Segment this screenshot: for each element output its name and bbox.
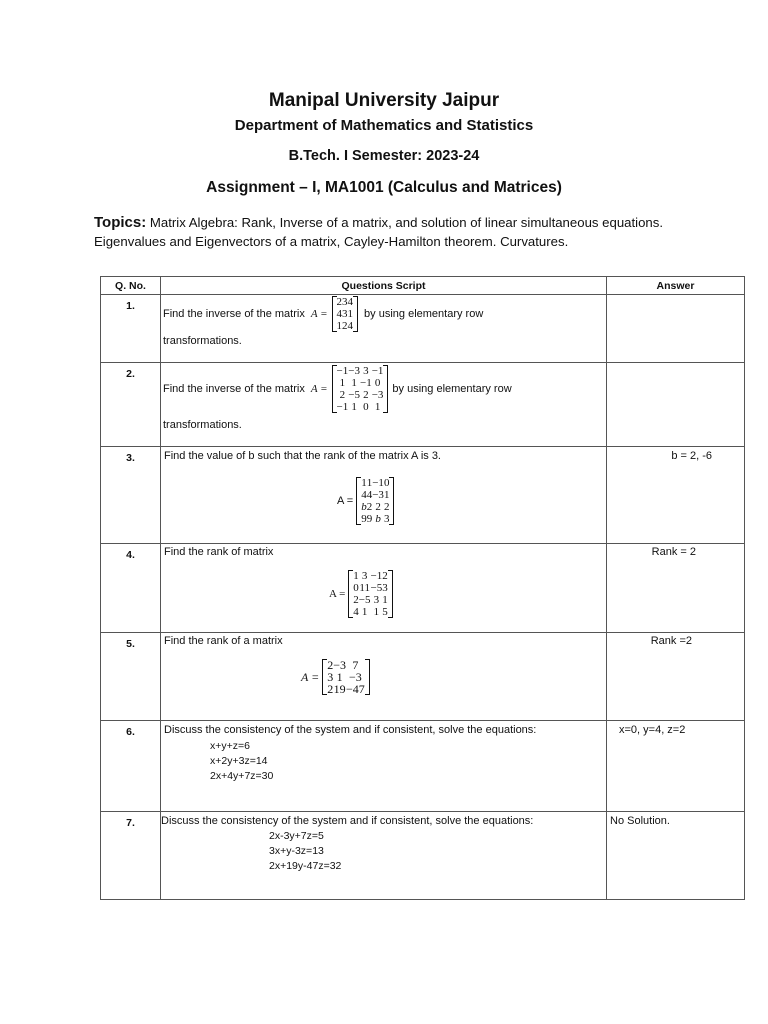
question-cell	[161, 633, 607, 721]
matrix-entry: 2	[336, 296, 343, 308]
answer-text: x=0, y=4, z=2	[619, 724, 686, 736]
matrix-entry: 5	[382, 606, 388, 618]
table-row	[101, 363, 745, 447]
matrix-entry: −1	[370, 570, 383, 582]
matrix-entry: 4	[366, 489, 373, 501]
matrix-row	[337, 308, 354, 320]
matrix-variable: A =	[310, 383, 328, 395]
question-text: Discuss the consistency of the system and if consistent, solve the equations:	[164, 724, 537, 736]
matrix-entry: 1	[374, 401, 381, 413]
question-number: 7.	[101, 812, 161, 900]
matrix-row	[361, 513, 389, 525]
matrix-right-bracket	[353, 296, 358, 332]
matrix-entry: −3	[333, 658, 346, 672]
matrix-entry: 2	[342, 320, 348, 332]
matrix-entry: −3	[372, 489, 384, 501]
matrix-entry: 2	[363, 389, 369, 401]
question-text: Find the inverse of the matrix	[163, 308, 305, 320]
matrix-entry: −5	[358, 594, 371, 606]
question-text: Find the value of b such that the rank of the matrix A is 3.	[164, 450, 441, 462]
matrix-entry: −5	[370, 582, 383, 594]
equation: 2x+19y-47z=32	[269, 860, 342, 872]
table-row	[101, 633, 745, 721]
question-text-line2: transformations.	[163, 335, 242, 347]
matrix-entry: 1	[347, 308, 354, 320]
matrix-row	[361, 501, 389, 513]
matrix-entry: 1	[351, 401, 357, 413]
equation: 2x+4y+7z=30	[210, 770, 274, 782]
university-title: Manipal University Jaipur	[268, 90, 500, 111]
answer-cell	[607, 295, 745, 363]
matrix-entry: 3	[342, 296, 348, 308]
table-row	[101, 721, 745, 812]
answer-cell	[607, 447, 745, 544]
answer-cell	[607, 544, 745, 633]
question-text-cont: by using elementary row	[392, 383, 512, 395]
question-text-cont: by using elementary row	[364, 308, 484, 320]
matrix-entry: 0	[363, 401, 369, 413]
table-header-row	[101, 277, 745, 295]
question-text: Find the rank of a matrix	[164, 635, 283, 647]
matrix-entry: 4	[347, 296, 354, 308]
matrix-entry: 1	[373, 606, 380, 618]
equation: x+2y+3z=14	[210, 755, 268, 767]
answer-text: Rank = 2	[651, 546, 696, 558]
questions-table	[100, 276, 745, 900]
matrix-entry: b	[361, 501, 367, 513]
matrix-entry: −1	[371, 365, 384, 377]
header-answer: Answer	[607, 277, 745, 295]
matrix-row	[353, 582, 387, 594]
matrix	[356, 477, 394, 525]
matrix-entry: 2	[375, 501, 381, 513]
matrix-entry: 2	[327, 658, 334, 672]
equations-list	[269, 829, 341, 874]
matrix-entry: 7	[352, 658, 359, 672]
matrix-right-bracket	[388, 570, 393, 618]
question-cell	[161, 544, 607, 633]
matrix-variable: A =	[301, 669, 320, 684]
matrix-entry: 1	[366, 477, 373, 489]
matrix-entry: 2	[383, 501, 390, 513]
question-number: 5.	[101, 633, 161, 721]
answer-text: No Solution.	[610, 815, 670, 827]
matrix-entry: 2	[327, 682, 334, 696]
matrix-entry: 0	[353, 582, 359, 594]
equations-list	[210, 739, 273, 784]
table-row	[101, 295, 745, 363]
matrix-entry: b	[375, 513, 381, 525]
question-cell	[161, 721, 607, 812]
matrix-entry: −5	[348, 389, 360, 401]
answer-text: Rank =2	[650, 635, 692, 647]
answer-cell	[607, 633, 745, 721]
matrix-variable: A =	[329, 588, 346, 600]
question-cell	[161, 363, 607, 447]
equation: 2x-3y+7z=5	[269, 830, 324, 842]
matrix-entry: 4	[361, 489, 367, 501]
matrix-row	[337, 296, 354, 308]
table-row	[101, 447, 745, 544]
matrix-entry: 4	[353, 606, 359, 618]
assignment-title: Assignment – I, MA1001 (Calculus and Matrices)	[206, 179, 562, 196]
matrix-entry: 0	[383, 477, 390, 489]
matrix-entry: 1	[361, 477, 367, 489]
matrix-entry: −47	[346, 682, 365, 696]
header-questions: Questions Script	[161, 277, 607, 295]
matrix-entry: 4	[347, 320, 354, 332]
question-text: Find the rank of matrix	[164, 546, 274, 558]
header-qno: Q. No.	[101, 277, 161, 295]
matrix-entry: 3	[327, 670, 334, 684]
equation: x+y+z=6	[210, 740, 250, 752]
matrix-row	[353, 570, 387, 582]
matrix-entry: −1	[359, 377, 372, 389]
matrix-entry: 3	[382, 582, 388, 594]
matrix-row	[337, 401, 384, 413]
matrix	[348, 570, 392, 618]
matrix	[332, 296, 359, 332]
matrix-entry: 3	[373, 594, 380, 606]
matrix-entry: −3	[371, 389, 384, 401]
department-title: Department of Mathematics and Statistics	[234, 117, 534, 134]
matrix-entry: −3	[349, 670, 362, 684]
matrix-right-bracket	[389, 477, 394, 525]
matrix-row	[337, 389, 384, 401]
answer-cell	[607, 363, 745, 447]
matrix-entry: 1	[383, 489, 390, 501]
matrix-entry: 9	[366, 513, 373, 525]
matrix-variable: A =	[310, 308, 328, 320]
matrix-entry: 1	[361, 606, 368, 618]
question-number: 2.	[101, 363, 161, 447]
matrix-row	[353, 606, 387, 618]
question-number: 6.	[101, 721, 161, 812]
matrix-entry: 3	[363, 365, 369, 377]
answer-cell	[607, 721, 745, 812]
matrix-entry: 1	[336, 670, 343, 684]
matrix-entry: 3	[342, 308, 348, 320]
question-text: Discuss the consistency of the system and if consistent, solve the equations:	[161, 815, 534, 827]
question-text-line2: transformations.	[163, 419, 242, 431]
matrix-right-bracket	[365, 659, 370, 695]
answer-cell	[607, 812, 745, 900]
matrix-variable: A =	[337, 495, 354, 507]
matrix-entry: 19	[333, 682, 346, 696]
matrix-entry: −1	[372, 477, 384, 489]
matrix-entry: 9	[361, 513, 367, 525]
matrix-entry: 1	[336, 320, 343, 332]
question-cell	[161, 447, 607, 544]
question-cell	[161, 812, 607, 900]
matrix-entry: 2	[366, 501, 373, 513]
question-text: Find the inverse of the matrix	[163, 383, 305, 395]
semester-title: B.Tech. I Semester: 2023-24	[288, 148, 480, 164]
matrix-entry: 2	[382, 570, 388, 582]
equation: 3x+y-3z=13	[269, 845, 324, 857]
matrix-entry: 1	[351, 377, 357, 389]
matrix-entry: −1	[336, 401, 349, 413]
matrix-row	[353, 594, 387, 606]
matrix-entry: 1	[353, 570, 359, 582]
matrix-entry: 3	[383, 513, 390, 525]
matrix-right-bracket	[383, 365, 388, 413]
question-number: 4.	[101, 544, 161, 633]
matrix-entry: 4	[336, 308, 343, 320]
matrix-row	[337, 377, 384, 389]
matrix-entry: −1	[336, 365, 349, 377]
matrix-entry: 11	[359, 582, 370, 594]
matrix-entry: 2	[339, 389, 346, 401]
matrix-entry: −3	[348, 365, 360, 377]
matrix-entry: 3	[361, 570, 368, 582]
matrix-row	[327, 683, 365, 695]
topics-text: Matrix Algebra: Rank, Inverse of a matrix, and solution of linear simultaneous equations. Eigenvalues and Eigenvectors of a matrix, Cayley-Hamilton theorem. Curvatures.	[94, 215, 664, 249]
matrix-row	[337, 365, 384, 377]
question-number: 1.	[101, 295, 161, 363]
answer-text: b = 2, -6	[671, 450, 712, 462]
matrix	[322, 659, 370, 695]
matrix-row	[361, 489, 389, 501]
topics-paragraph	[94, 213, 734, 251]
table-row	[101, 812, 745, 900]
matrix-entry: 2	[353, 594, 359, 606]
table-row	[101, 544, 745, 633]
topics-label: Topics:	[94, 214, 147, 231]
matrix-entry: 1	[382, 594, 388, 606]
question-cell	[161, 295, 607, 363]
matrix-row	[337, 320, 354, 332]
matrix-entry: 0	[374, 377, 381, 389]
matrix-row	[361, 477, 389, 489]
matrix	[332, 365, 389, 413]
matrix-entry: 1	[339, 377, 346, 389]
question-number: 3.	[101, 447, 161, 544]
